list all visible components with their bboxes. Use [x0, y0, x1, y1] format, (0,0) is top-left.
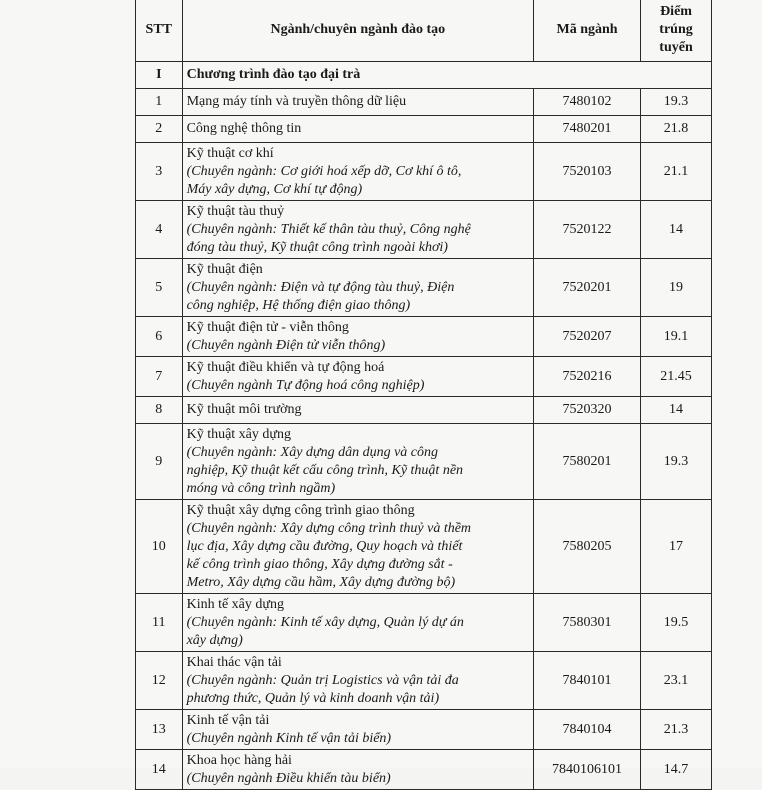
program-specialization: kế công trình giao thông, Xây dựng đường sắt - — [186, 556, 453, 572]
row-score: 21.45 — [641, 357, 712, 397]
program-specialization: đóng tàu thuỷ, Kỹ thuật công trình ngoài khơi) — [186, 239, 448, 255]
admission-score-table — [135, 0, 712, 790]
row-program — [182, 116, 534, 143]
row-stt: 11 — [136, 594, 183, 652]
row-code: 7520207 — [534, 317, 641, 357]
row-program — [182, 652, 534, 710]
row-score: 21.3 — [641, 710, 712, 750]
row-score: 19 — [641, 259, 712, 317]
program-specialization: móng và công trình ngầm) — [186, 480, 336, 496]
table-row — [136, 317, 712, 357]
header-name: Ngành/chuyên ngành đào tạo — [182, 0, 534, 62]
row-code: 7840104 — [534, 710, 641, 750]
row-stt: 3 — [136, 143, 183, 201]
table-row — [136, 500, 712, 594]
program-specialization: (Chuyên ngành Kinh tế vận tải biển) — [186, 730, 392, 746]
row-code: 7520201 — [534, 259, 641, 317]
program-specialization: (Chuyên ngành Điện tử viễn thông) — [186, 337, 386, 353]
header-score — [641, 0, 712, 62]
header-score-line: Điểm — [660, 3, 692, 19]
row-score: 21.1 — [641, 143, 712, 201]
row-stt: 8 — [136, 397, 183, 424]
table-header-row — [136, 0, 712, 62]
row-stt: 13 — [136, 710, 183, 750]
row-code: 7520216 — [534, 357, 641, 397]
table-row — [136, 710, 712, 750]
program-name: Kỹ thuật điều khiển và tự động hoá — [186, 359, 385, 375]
row-program — [182, 89, 534, 116]
program-specialization: (Chuyên ngành: Xây dựng công trình thuỷ và thềm — [186, 520, 472, 536]
row-score: 19.3 — [641, 424, 712, 500]
program-specialization: (Chuyên ngành: Điện và tự động tàu thuỷ, Điện — [186, 279, 455, 295]
row-score: 14 — [641, 201, 712, 259]
row-program — [182, 201, 534, 259]
program-specialization: (Chuyên ngành: Quản trị Logistics và vận tải đa — [186, 672, 459, 688]
program-specialization: (Chuyên ngành: Thiết kế thân tàu thuỷ, Công nghệ — [186, 221, 471, 237]
program-specialization: (Chuyên ngành: Xây dựng dân dụng và công — [186, 444, 438, 460]
program-specialization: (Chuyên ngành: Kinh tế xây dựng, Quản lý dự án — [186, 614, 464, 630]
row-program — [182, 357, 534, 397]
header-score-line: trúng — [659, 21, 693, 37]
row-program — [182, 710, 534, 750]
program-name: Kỹ thuật tàu thuỷ — [186, 203, 285, 219]
table-row — [136, 594, 712, 652]
row-program — [182, 259, 534, 317]
row-code: 7580301 — [534, 594, 641, 652]
row-code: 7520320 — [534, 397, 641, 424]
row-program — [182, 424, 534, 500]
row-stt: 10 — [136, 500, 183, 594]
table-row — [136, 201, 712, 259]
row-stt: 9 — [136, 424, 183, 500]
row-code: 7840106101 — [534, 750, 641, 790]
program-name: Kỹ thuật xây dựng — [186, 426, 291, 442]
section-title: Chương trình đào tạo đại trà — [182, 62, 711, 89]
program-name: Kỹ thuật điện tử - viễn thông — [186, 319, 349, 335]
row-code: 7580201 — [534, 424, 641, 500]
section-row — [136, 62, 712, 89]
row-score: 14 — [641, 397, 712, 424]
table-row — [136, 259, 712, 317]
program-name: Kinh tế vận tải — [186, 712, 270, 728]
row-stt: 1 — [136, 89, 183, 116]
program-name: Công nghệ thông tin — [186, 121, 302, 136]
row-program — [182, 397, 534, 424]
header-stt: STT — [136, 0, 183, 62]
program-name: Kỹ thuật môi trường — [186, 402, 302, 417]
program-specialization: công nghiệp, Hệ thống điện giao thông) — [186, 297, 411, 313]
program-specialization: (Chuyên ngành: Cơ giới hoá xếp dỡ, Cơ khí ô tô, — [186, 163, 462, 179]
program-specialization: (Chuyên ngành Tự động hoá công nghiệp) — [186, 377, 425, 393]
row-program — [182, 143, 534, 201]
row-score: 17 — [641, 500, 712, 594]
row-stt: 14 — [136, 750, 183, 790]
row-score: 19.1 — [641, 317, 712, 357]
program-name: Khai thác vận tải — [186, 654, 282, 670]
row-program — [182, 500, 534, 594]
row-code: 7580205 — [534, 500, 641, 594]
table-row — [136, 652, 712, 710]
program-specialization: xây dựng) — [186, 632, 243, 648]
table-row — [136, 89, 712, 116]
row-code: 7480102 — [534, 89, 641, 116]
program-specialization: Máy xây dựng, Cơ khí tự động) — [186, 181, 363, 197]
header-code: Mã ngành — [534, 0, 641, 62]
program-specialization: (Chuyên ngành Điều khiển tàu biển) — [186, 770, 391, 786]
row-stt: 4 — [136, 201, 183, 259]
row-program — [182, 750, 534, 790]
row-stt: 2 — [136, 116, 183, 143]
row-score: 19.5 — [641, 594, 712, 652]
program-specialization: lục địa, Xây dựng cầu đường, Quy hoạch và thiết — [186, 538, 463, 554]
table-row — [136, 750, 712, 790]
program-specialization: Metro, Xây dựng cầu hầm, Xây dựng đường bộ) — [186, 574, 456, 590]
row-stt: 6 — [136, 317, 183, 357]
row-program — [182, 317, 534, 357]
program-specialization: phương thức, Quản lý và kinh doanh vận tải) — [186, 690, 440, 706]
table-row — [136, 397, 712, 424]
header-score-line: tuyển — [659, 39, 693, 55]
table-row — [136, 357, 712, 397]
row-score: 14.7 — [641, 750, 712, 790]
row-code: 7520103 — [534, 143, 641, 201]
table-row — [136, 424, 712, 500]
row-code: 7840101 — [534, 652, 641, 710]
section-number: I — [136, 62, 183, 89]
table-row — [136, 116, 712, 143]
program-name: Kinh tế xây dựng — [186, 596, 284, 612]
program-name: Khoa học hàng hải — [186, 752, 292, 768]
row-score: 19.3 — [641, 89, 712, 116]
program-name: Kỹ thuật cơ khí — [186, 145, 274, 161]
row-code: 7480201 — [534, 116, 641, 143]
row-stt: 12 — [136, 652, 183, 710]
program-name: Mạng máy tính và truyền thông dữ liệu — [186, 94, 407, 109]
row-program — [182, 594, 534, 652]
row-score: 23.1 — [641, 652, 712, 710]
row-stt: 7 — [136, 357, 183, 397]
row-code: 7520122 — [534, 201, 641, 259]
program-name: Kỹ thuật điện — [186, 261, 263, 277]
table-row — [136, 143, 712, 201]
program-specialization: nghiệp, Kỹ thuật kết cấu công trình, Kỹ thuật nền — [186, 462, 464, 478]
row-stt: 5 — [136, 259, 183, 317]
program-name: Kỹ thuật xây dựng công trình giao thông — [186, 502, 415, 518]
row-score: 21.8 — [641, 116, 712, 143]
